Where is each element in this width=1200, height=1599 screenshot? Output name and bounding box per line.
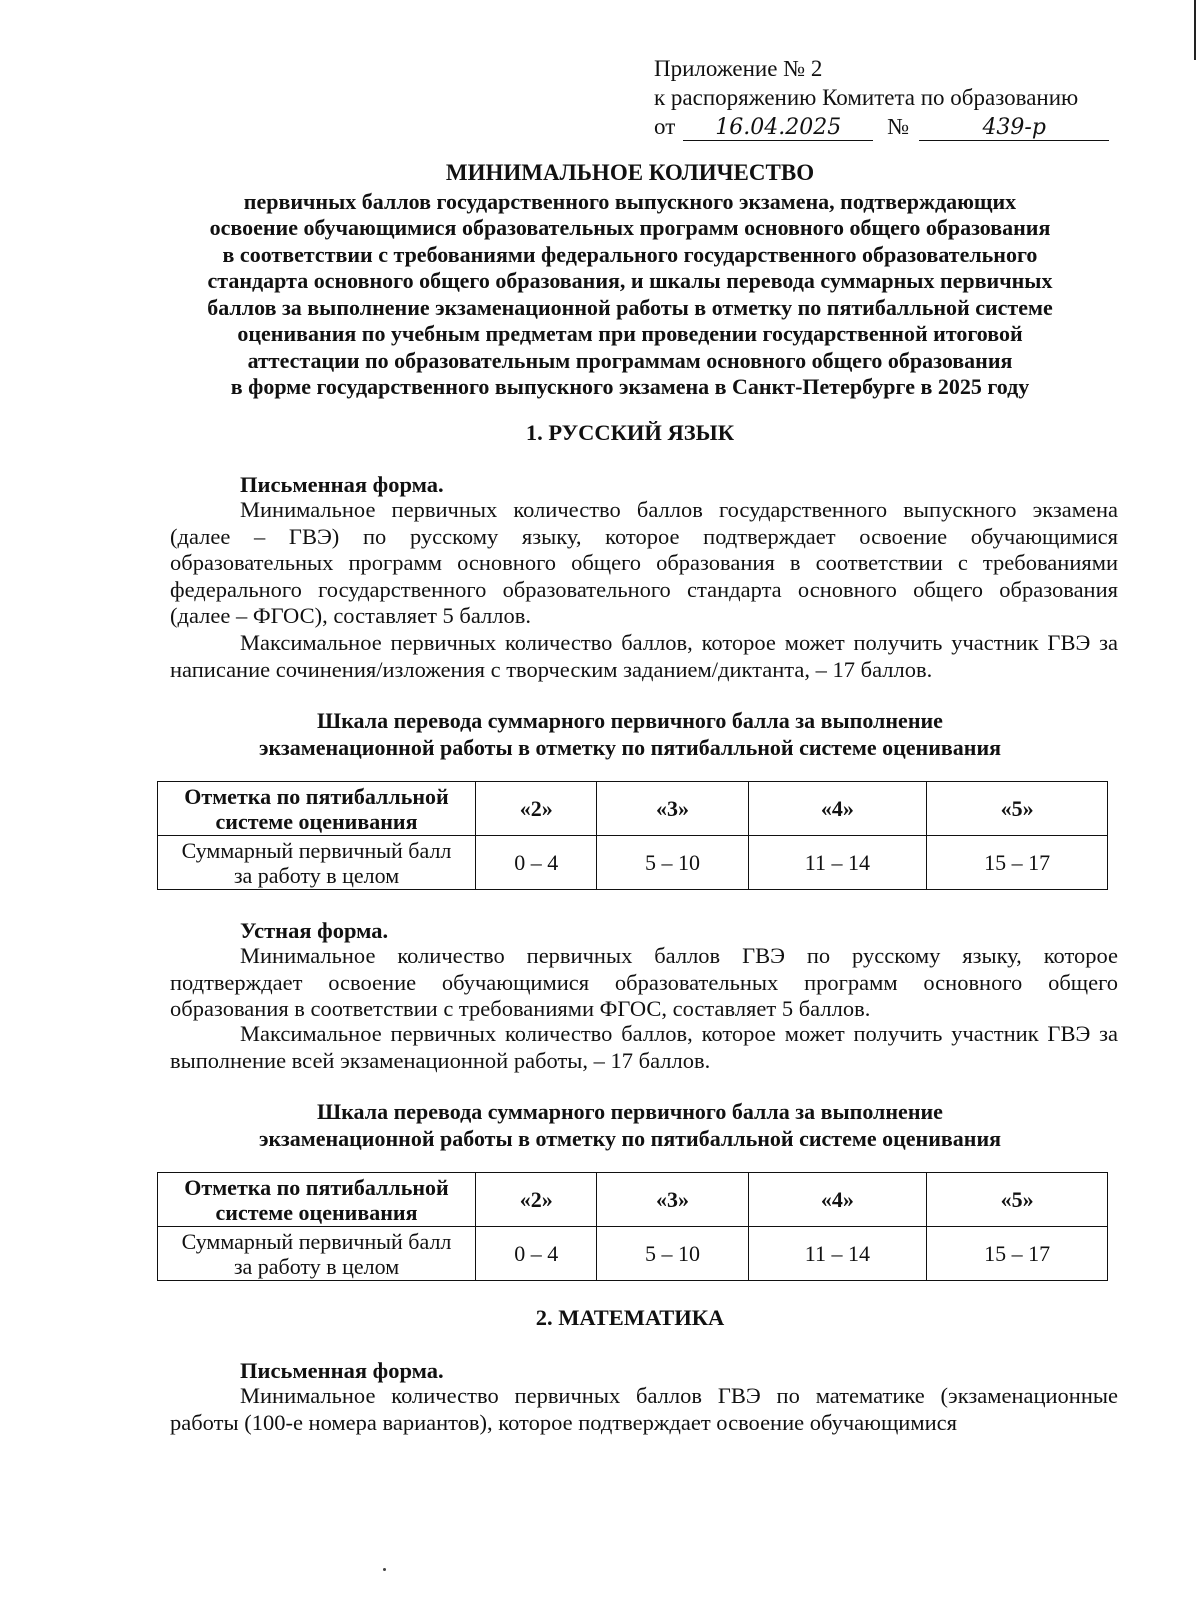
title-line: аттестации по образовательным программам основного общего образования	[247, 347, 1013, 373]
table-cell: «2»	[476, 782, 597, 836]
paragraph-oral-min-score: Минимальное количество первичных баллов ГВЭ по русскому языку, которое подтверждает освоение обучающимися образовательных программ основного общего образования в соответствии с требованиями ФГОС, составляет 5 баллов.	[170, 943, 1118, 1021]
paragraph-oral-max-score: Максимальное первичных количество баллов, которое может получить участник ГВЭ за выполнение всей экзаменационной работы, – 17 баллов.	[170, 1021, 1118, 1073]
table-cell: 0 – 4	[476, 1227, 597, 1281]
table-cell: «4»	[748, 1173, 927, 1227]
table-header-cell: Отметка по пятибалльной системе оценивания	[158, 782, 476, 836]
scale-title-line: Шкала перевода суммарного первичного балла за выполнение	[317, 1099, 943, 1124]
table-cell: «3»	[597, 1173, 748, 1227]
table-row	[158, 1227, 1108, 1281]
title-line: в форме государственного выпускного экзамена в Санкт-Петербурге в 2025 году	[230, 374, 1030, 399]
date-prefix: от	[654, 114, 676, 139]
scale-title	[150, 1098, 1110, 1152]
table-cell: 0 – 4	[476, 836, 597, 890]
section-heading-math: 2. МАТЕМАТИКА	[535, 1305, 725, 1330]
table-row	[158, 782, 1108, 836]
scale-title-line: экзаменационной работы в отметку по пятибалльной системе оценивания	[258, 735, 1002, 760]
paragraph-min-score: Минимальное первичных количество баллов государственного выпускного экзамена (далее – ГВЭ) по русскому языку, которое подтверждает освоение обучающимися образовательных программ основного общего образования в соответствии с требованиями федерального государственного образовательного стандарта основного общего образования (далее – ФГОС), составляет 5 баллов.	[170, 497, 1118, 628]
scale-title	[150, 707, 1110, 761]
table-cell: «5»	[927, 782, 1108, 836]
appendix-order-line: к распоряжению Комитета по образованию	[654, 85, 1079, 110]
table-cell: «3»	[597, 782, 748, 836]
scale-title-line: Шкала перевода суммарного первичного балла за выполнение	[317, 708, 943, 733]
title-main: МИНИМАЛЬНОЕ КОЛИЧЕСТВО	[445, 160, 815, 185]
table-cell: «5»	[927, 1173, 1108, 1227]
title-line: в соответствии с требованиями федерального государственного образовательного	[222, 241, 1038, 267]
table-cell: 5 – 10	[597, 836, 748, 890]
scale-table	[157, 781, 1108, 890]
title-line: оценивания по учебным предметам при проведении государственной итоговой	[237, 321, 1023, 346]
table-header-cell: Отметка по пятибалльной системе оценивания	[158, 1173, 476, 1227]
table-row	[158, 836, 1108, 890]
document-title	[150, 160, 1110, 401]
table-header-cell: Суммарный первичный балл за работу в целом	[158, 1227, 476, 1281]
handwritten-order-number: 439-р	[919, 116, 1109, 141]
scan-speck	[383, 1568, 386, 1571]
section-heading-russian: 1. РУССКИЙ ЯЗЫК	[525, 420, 735, 445]
table-row	[158, 1173, 1108, 1227]
appendix-header	[654, 54, 1114, 141]
table-cell: «4»	[748, 782, 927, 836]
number-prefix: №	[887, 114, 910, 139]
title-line: первичных баллов государственного выпускного экзамена, подтверждающих	[243, 188, 1017, 214]
title-line: освоение обучающимися образовательных программ основного общего образования	[209, 215, 1051, 240]
appendix-number: Приложение № 2	[654, 56, 823, 81]
subheading-written-form: Письменная форма.	[240, 472, 444, 497]
table-cell: 11 – 14	[748, 1227, 927, 1281]
paragraph-max-score: Максимальное первичных количество баллов, которое может получить участник ГВЭ за написание сочинения/изложения с творческим заданием/диктанта, – 17 баллов.	[170, 630, 1118, 682]
title-line: баллов за выполнение экзаменационной работы в отметку по пятибалльной системе	[207, 294, 1053, 320]
table-header-cell: Суммарный первичный балл за работу в целом	[158, 836, 476, 890]
subheading-written-form: Письменная форма.	[240, 1358, 444, 1383]
scan-edge-line	[1194, 0, 1196, 60]
table-cell: «2»	[476, 1173, 597, 1227]
appendix-date-number-line	[654, 112, 1114, 141]
table-cell: 15 – 17	[927, 836, 1108, 890]
subheading-oral-form: Устная форма.	[240, 918, 389, 943]
scale-table	[157, 1172, 1108, 1281]
title-line: стандарта основного общего образования, и шкалы перевода суммарных первичных	[207, 268, 1053, 293]
handwritten-date: 16.04.2025	[683, 116, 873, 141]
table-cell: 11 – 14	[748, 836, 927, 890]
table-cell: 15 – 17	[927, 1227, 1108, 1281]
scale-title-line: экзаменационной работы в отметку по пятибалльной системе оценивания	[258, 1126, 1002, 1151]
paragraph-math-min-score: Минимальное количество первичных баллов ГВЭ по математике (экзаменационные работы (100-е номера вариантов), которое подтверждает освоение обучающимися	[170, 1383, 1118, 1435]
table-cell: 5 – 10	[597, 1227, 748, 1281]
